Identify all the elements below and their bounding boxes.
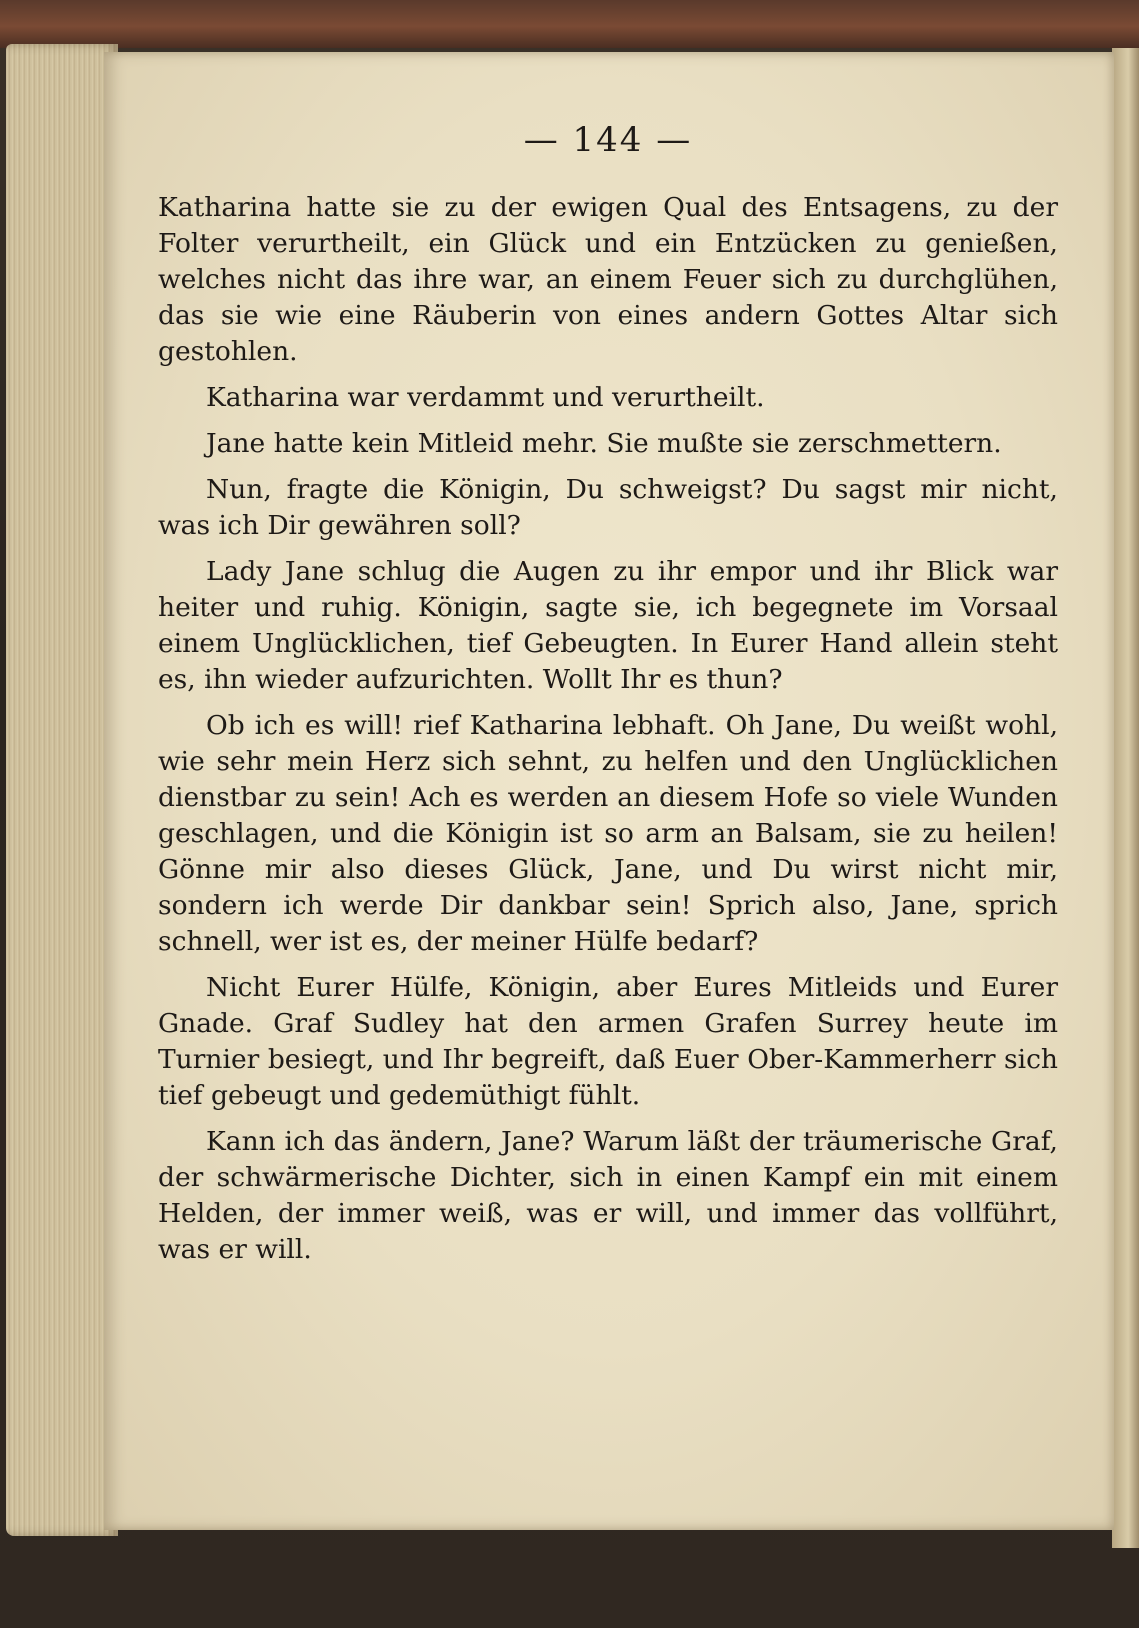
paragraph: Nun, fragte die Königin, Du schweigst? Du sagst mir nicht, was ich Dir gewähren soll? xyxy=(158,474,1058,541)
paragraph: Nicht Eurer Hülfe, Königin, aber Eures Mitleids und Eurer Gnade. Graf Sudley hat den armen Grafen Surrey heute im Turnier besiegt, und Ihr begreift, daß Euer Ober-Kammerherr sich tief gebeugt und gedemüthigt fühlt. xyxy=(158,972,1058,1111)
paragraph: Ob ich es will! rief Katharina lebhaft. Oh Jane, Du weißt wohl, wie sehr mein Herz sich sehnt, zu helfen und den Unglücklichen dienstbar zu sein! Ach es werden an diesem Hofe so viele Wunden geschlagen, und die Königin ist so arm an Balsam, sie zu heilen! Gönne mir also dieses Glück, Jane, und Du wirst nicht mir, sondern ich werde Dir dankbar sein! Sprich also, Jane, sprich schnell, wer ist es, der meiner Hülfe bedarf? xyxy=(158,710,1058,957)
paragraph: Katharina war verdammt und verurtheilt. xyxy=(206,382,765,413)
facing-page-edge xyxy=(1112,48,1139,1548)
paragraph: Katharina hatte sie zu der ewigen Qual des Entsagens, zu der Folter verurtheilt, ein Glück und ein Entzücken zu genießen, welches nicht das ihre war, an einem Feuer sich zu durchglühen, das sie wie eine Räuberin von eines andern Gottes Altar sich gestohlen. xyxy=(158,192,1058,367)
paragraph: Lady Jane schlug die Augen zu ihr empor und ihr Blick war heiter und ruhig. Königin, sagte sie, ich begegnete im Vorsaal einem Unglücklichen, tief Gebeugten. In Eurer Hand allein steht es, ihn wieder aufzurichten. Wollt Ihr es thun? xyxy=(158,556,1058,695)
paragraph: Kann ich das ändern, Jane? Warum läßt der träumerische Graf, der schwärmerische Dichter, sich in einen Kampf ein mit einem Helden, der immer weiß, was er will, und immer das vollführt, was er will. xyxy=(158,1126,1058,1265)
page-stack-edge xyxy=(6,44,118,1536)
paragraph: Jane hatte kein Mitleid mehr. Sie mußte sie zerschmettern. xyxy=(206,428,1002,459)
page-text xyxy=(158,120,1058,1278)
cover-edge xyxy=(0,0,1139,48)
page-number: — 144 — xyxy=(523,120,693,160)
